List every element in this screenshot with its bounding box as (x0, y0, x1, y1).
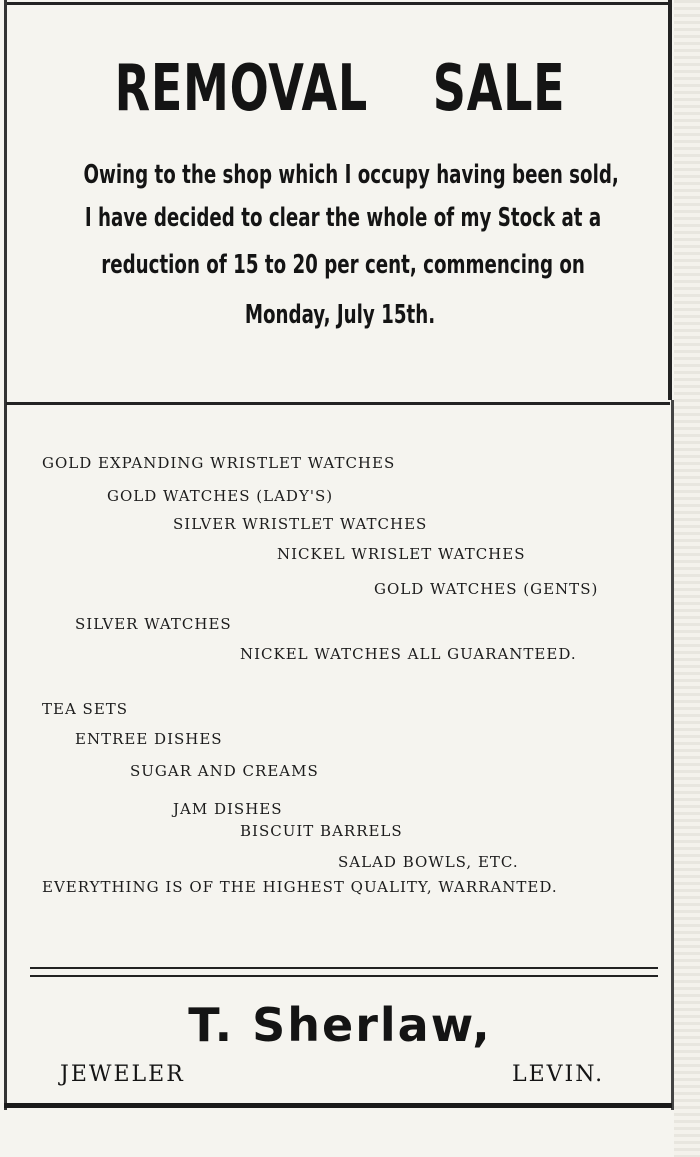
intro-line-1: Owing to the shop which I occupy having been sold, (83, 160, 619, 190)
signature-trade: JEWELER (60, 1062, 185, 1087)
signature-town: LEVIN. (512, 1062, 605, 1087)
tableware-item: SALAD BOWLS, ETC. (338, 853, 519, 871)
tableware-item: SUGAR AND CREAMS (130, 762, 319, 780)
headline-word-removal: REMOVAL (114, 52, 368, 126)
tableware-item: ENTREE DISHES (75, 730, 223, 748)
bottom-border (4, 1103, 672, 1108)
watch-item: NICKEL WATCHES ALL GUARANTEED. (240, 645, 577, 663)
intro-line-2: I have decided to clear the whole of my Stock at a (84, 203, 602, 233)
headline-word-sale: SALE (432, 52, 566, 126)
tableware-item: TEA SETS (42, 700, 129, 718)
watch-item: SILVER WATCHES (75, 615, 232, 633)
signature-name: T. Sherlaw, (188, 998, 492, 1052)
intro-line-4: Monday, July 15th. (244, 300, 436, 330)
left-border (4, 0, 7, 1110)
signature-rule-upper (30, 967, 658, 969)
headline (95, 52, 585, 126)
tableware-item: BISCUIT BARRELS (240, 822, 403, 840)
watch-item: SILVER WRISTLET WATCHES (173, 515, 428, 533)
watch-item: GOLD WATCHES (GENTS) (374, 580, 599, 598)
intro-line-3: reduction of 15 to 20 per cent, commencing on (101, 250, 585, 280)
right-border-upper (668, 0, 672, 400)
quality-note: EVERYTHING IS OF THE HIGHEST QUALITY, WARRANTED. (42, 878, 558, 896)
top-border (6, 2, 670, 5)
section-divider (6, 402, 670, 405)
watch-item: GOLD EXPANDING WRISTLET WATCHES (42, 454, 396, 472)
watch-item: NICKEL WRISLET WATCHES (277, 545, 526, 563)
watch-item: GOLD WATCHES (LADY'S) (107, 487, 334, 505)
signature-rule-lower (30, 975, 658, 977)
tableware-item: JAM DISHES (173, 800, 283, 818)
